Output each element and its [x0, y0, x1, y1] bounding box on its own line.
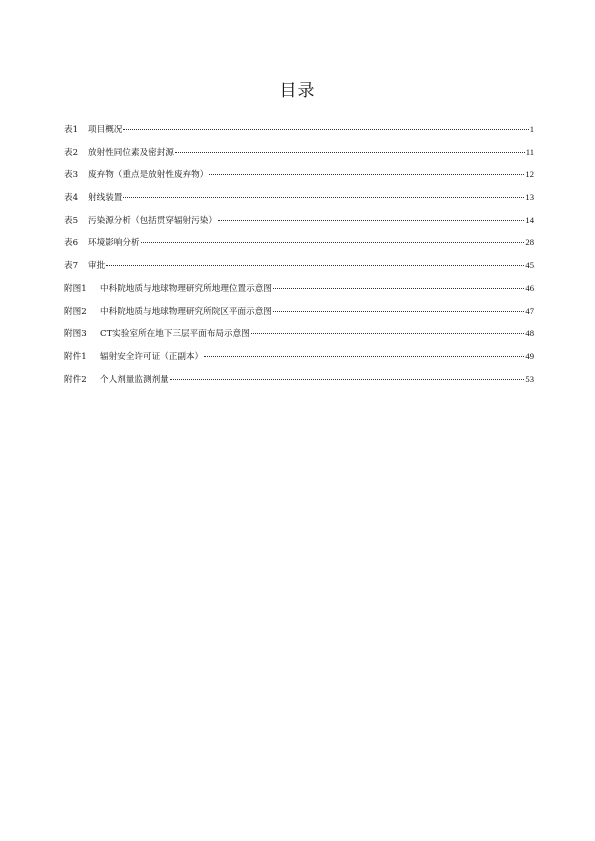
toc-entry[interactable] — [64, 169, 534, 192]
toc-entry-page: 12 — [525, 169, 534, 180]
toc-entry[interactable] — [64, 124, 534, 147]
toc-entry-page: 46 — [525, 282, 534, 293]
toc-entry[interactable] — [64, 374, 534, 397]
toc-entry[interactable] — [64, 306, 534, 329]
toc-entry-label: 附图1 — [64, 283, 87, 294]
toc-entry-title: CT实验室所在地下三层平面布局示意图 — [100, 329, 250, 340]
toc-entry[interactable] — [64, 147, 534, 170]
dot-leader — [141, 242, 525, 243]
dot-leader — [204, 356, 524, 357]
toc-entry-page: 48 — [525, 328, 534, 339]
toc-entry-title: 环境影响分析 — [88, 238, 140, 249]
toc-entry-label: 表1 — [64, 125, 79, 135]
toc-entry-page: 28 — [525, 237, 534, 248]
toc-entry-label: 表3 — [64, 170, 79, 181]
toc-entry-label: 附图2 — [64, 306, 87, 317]
toc-entry-page: 53 — [525, 373, 534, 384]
toc-entry[interactable] — [64, 215, 534, 238]
toc-entry-title: 个人剂量监测剂量 — [100, 374, 169, 385]
dot-leader — [273, 288, 525, 289]
dot-leader — [175, 152, 525, 153]
toc-entry-page: 14 — [525, 214, 534, 225]
dot-leader — [209, 174, 524, 175]
toc-entry-label: 表5 — [64, 215, 79, 226]
toc-entry-label: 表6 — [64, 238, 79, 249]
toc-entry-title: 放射性同位素及密封源 — [88, 147, 174, 158]
toc-entry-page: 1 — [529, 124, 534, 134]
toc-entry-label: 附图3 — [64, 329, 87, 340]
toc-entry-title: 审批 — [88, 261, 106, 272]
toc-entry-title: 辐射安全许可证（正副本） — [100, 351, 204, 362]
toc-entry-title: 射线装置 — [88, 193, 123, 204]
toc-entry-page: 45 — [525, 260, 534, 271]
dot-leader — [218, 220, 524, 221]
dot-leader — [273, 311, 525, 312]
toc-entry-page: 47 — [525, 305, 534, 316]
toc-entry[interactable] — [64, 328, 534, 351]
toc-entry[interactable] — [64, 351, 534, 374]
toc-entry-title: 中科院地质与地球物理研究所院区平面示意图 — [100, 306, 272, 317]
table-of-contents — [64, 124, 534, 396]
toc-entry-label: 表7 — [64, 261, 79, 272]
page-title: 目录 — [279, 81, 316, 101]
dot-leader — [170, 379, 525, 380]
toc-entry-title: 项目概况 — [88, 125, 123, 135]
toc-entry-page: 13 — [525, 192, 534, 203]
toc-entry-label: 表2 — [64, 147, 79, 158]
toc-entry[interactable] — [64, 260, 534, 283]
toc-entry-page: 11 — [525, 146, 534, 157]
dot-leader — [123, 129, 528, 130]
toc-entry[interactable] — [64, 192, 534, 215]
toc-entry-title: 中科院地质与地球物理研究所地理位置示意图 — [100, 283, 272, 294]
dot-leader — [251, 333, 525, 334]
toc-entry[interactable] — [64, 237, 534, 260]
toc-entry-label: 附件2 — [64, 374, 87, 385]
dot-leader — [123, 197, 524, 198]
toc-entry-title: 污染源分析（包括贯穿辐射污染） — [88, 215, 217, 226]
toc-entry[interactable] — [64, 283, 534, 306]
toc-entry-page: 49 — [525, 350, 534, 361]
toc-entry-title: 废弃物（重点是放射性废弃物） — [88, 170, 209, 181]
toc-entry-label: 表4 — [64, 193, 79, 204]
dot-leader — [106, 265, 524, 266]
toc-entry-label: 附件1 — [64, 351, 87, 362]
